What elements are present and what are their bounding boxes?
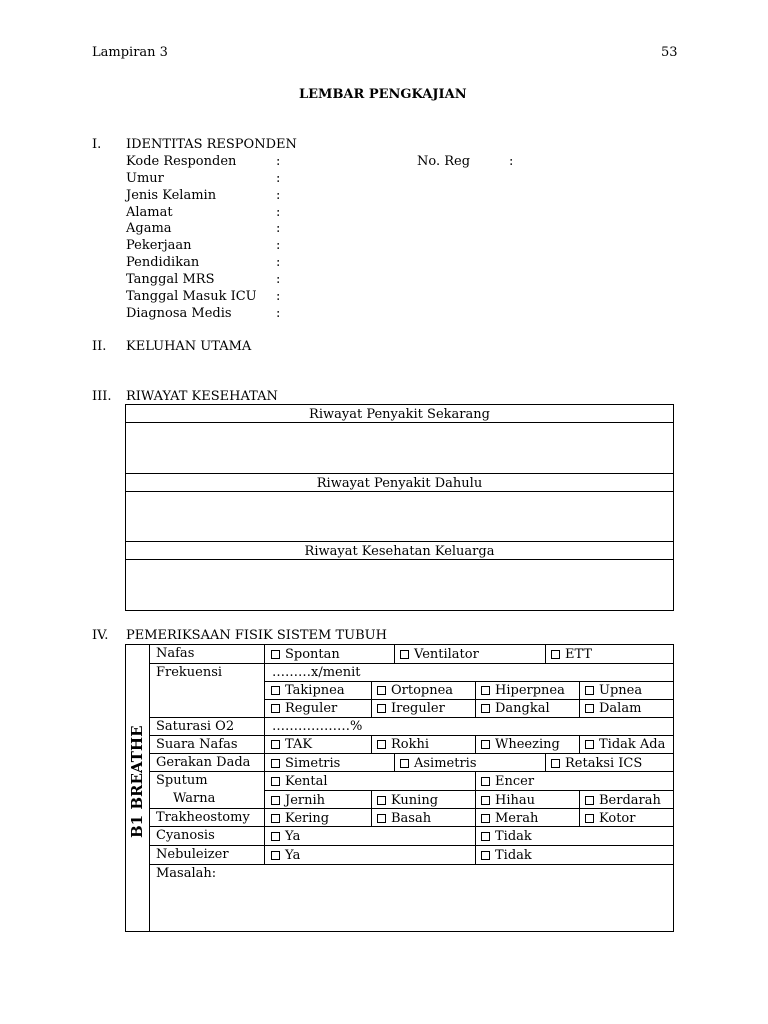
section2-title: KELUHAN UTAMA [126,339,252,354]
divider [371,790,372,826]
checkbox-icon [481,777,490,786]
divider [149,753,674,754]
checkbox-icon [271,686,280,695]
option-tidak-ada[interactable]: Tidak Ada [585,738,665,751]
option-ortopnea[interactable]: Ortopnea [377,684,453,697]
field-label: Diagnosa Medis [126,306,232,321]
saturasi-value[interactable]: ………………% [272,719,363,734]
section1-title: IDENTITAS RESPONDEN [126,137,297,152]
field-label: Alamat [126,205,173,220]
divider [394,753,395,771]
option-kental[interactable]: Kental [271,775,328,788]
checkbox-icon [271,740,280,749]
divider [125,473,674,474]
divider [475,681,476,717]
field-label: Pekerjaan [126,238,192,253]
option-basah[interactable]: Basah [377,812,431,825]
riwayat-table [125,404,674,611]
option-asimetris[interactable]: Asimetris [400,757,477,770]
noreg-label: No. Reg [417,154,471,169]
label-warna: Warna [173,791,216,806]
divider [394,644,395,663]
option-spontan[interactable]: Spontan [271,648,340,661]
option-dangkal[interactable]: Dangkal [481,702,550,715]
field-colon: : [276,205,281,220]
divider [149,771,674,772]
label-trakheostomy: Trakheostomy [156,810,250,825]
section4-number: IV. [92,628,109,643]
divider [125,559,674,560]
divider [264,699,674,700]
lampiran-label: Lampiran 3 [92,45,168,60]
label-masalah: Masalah: [156,866,217,881]
checkbox-icon [481,796,490,805]
checkbox-icon [377,704,386,713]
option-encer[interactable]: Encer [481,775,534,788]
page-title: LEMBAR PENGKAJIAN [299,87,467,102]
divider [149,826,674,827]
checkbox-icon [400,650,409,659]
field-label: Tanggal MRS [126,272,215,287]
field-colon: : [276,171,281,186]
option-takipnea[interactable]: Takipnea [271,684,345,697]
divider [579,735,580,753]
option-hihau[interactable]: Hihau [481,794,535,807]
checkbox-icon [551,759,560,768]
option-retaksi-ics[interactable]: Retaksi ICS [551,757,642,770]
option-hiperpnea[interactable]: Hiperpnea [481,684,565,697]
field-label: Pendidikan [126,255,200,270]
checkbox-icon [377,686,386,695]
page-number: 53 [661,45,678,60]
checkbox-icon [271,832,280,841]
field-label: Tanggal Masuk ICU [126,289,257,304]
field-label: Agama [126,221,172,236]
checkbox-icon [481,704,490,713]
option-ireguler[interactable]: Ireguler [377,702,445,715]
riwayat-sekarang-heading: Riwayat Penyakit Sekarang [309,407,490,422]
option-upnea[interactable]: Upnea [585,684,642,697]
checkbox-icon [271,851,280,860]
checkbox-icon [481,814,490,823]
divider [264,790,674,791]
divider [125,422,674,423]
checkbox-icon [271,796,280,805]
checkbox-icon [585,686,594,695]
divider [545,753,546,771]
frekuensi-value[interactable]: ………x/menit [272,665,361,680]
field-colon: : [276,188,281,203]
section2-number: II. [92,339,107,354]
checkbox-icon [551,650,560,659]
label-cyanosis: Cyanosis [156,828,215,843]
option-dalam[interactable]: Dalam [585,702,641,715]
checkbox-icon [481,686,490,695]
section3-title: RIWAYAT KESEHATAN [126,389,278,404]
divider [125,491,674,492]
label-suara-nafas: Suara Nafas [156,737,238,752]
divider [579,790,580,826]
label-frekuensi: Frekuensi [156,665,223,680]
option-wheezing[interactable]: Wheezing [481,738,560,751]
checkbox-icon [585,814,594,823]
checkbox-icon [481,740,490,749]
divider [149,663,674,664]
divider [149,644,150,932]
divider [475,771,476,864]
label-saturasi: Saturasi O2 [156,719,235,734]
divider [579,681,580,717]
checkbox-icon [481,832,490,841]
option-kuning[interactable]: Kuning [377,794,438,807]
divider [264,644,265,864]
checkbox-icon [271,814,280,823]
checkbox-icon [271,759,280,768]
checkbox-icon [271,777,280,786]
option-kotor[interactable]: Kotor [585,812,635,825]
option-jernih[interactable]: Jernih [271,794,325,807]
checkbox-icon [377,740,386,749]
option-merah[interactable]: Merah [481,812,538,825]
divider [149,864,674,865]
option-nebuleizer-tidak[interactable]: Tidak [481,849,532,862]
divider [264,681,674,682]
section3-number: III. [92,389,112,404]
option-reguler[interactable]: Reguler [271,702,337,715]
option-ventilator[interactable]: Ventilator [400,648,479,661]
checkbox-icon [585,796,594,805]
field-label: Umur [126,171,164,186]
option-kering[interactable]: Kering [271,812,329,825]
divider [149,845,674,846]
field-colon: : [276,255,281,270]
option-simetris[interactable]: Simetris [271,757,340,770]
checkbox-icon [377,814,386,823]
field-colon: : [276,272,281,287]
field-colon: : [276,238,281,253]
b1-breathe-label: B1 BREATHE [128,725,146,838]
option-cyanosis-ya[interactable]: Ya [271,830,300,843]
divider [149,735,674,736]
label-gerakan-dada: Gerakan Dada [156,755,251,770]
option-tak[interactable]: TAK [271,738,312,751]
label-nafas: Nafas [156,646,195,661]
field-colon: : [276,221,281,236]
option-cyanosis-tidak[interactable]: Tidak [481,830,532,843]
divider [149,808,674,809]
label-nebuleizer: Nebuleizer [156,847,229,862]
option-rokhi[interactable]: Rokhi [377,738,429,751]
field-label: Jenis Kelamin [126,188,217,203]
field-colon: : [276,289,281,304]
section1-number: I. [92,137,102,152]
riwayat-keluarga-heading: Riwayat Kesehatan Keluarga [304,544,495,559]
checkbox-icon [377,796,386,805]
checkbox-icon [271,704,280,713]
divider [545,644,546,663]
section4-title: PEMERIKSAAN FISIK SISTEM TUBUH [126,628,387,643]
checkbox-icon [271,650,280,659]
divider [149,717,674,718]
option-ett[interactable]: ETT [551,648,592,661]
field-label: Kode Responden [126,154,237,169]
divider [371,735,372,753]
checkbox-icon [585,704,594,713]
noreg-colon: : [509,154,514,169]
option-nebuleizer-ya[interactable]: Ya [271,849,300,862]
divider [475,735,476,753]
checkbox-icon [585,740,594,749]
checkbox-icon [481,851,490,860]
field-colon: : [276,306,281,321]
field-colon: : [276,154,281,169]
label-sputum: Sputum [156,773,208,788]
divider [125,541,674,542]
checkbox-icon [400,759,409,768]
divider [371,681,372,717]
riwayat-dahulu-heading: Riwayat Penyakit Dahulu [316,476,483,491]
option-berdarah[interactable]: Berdarah [585,794,661,807]
